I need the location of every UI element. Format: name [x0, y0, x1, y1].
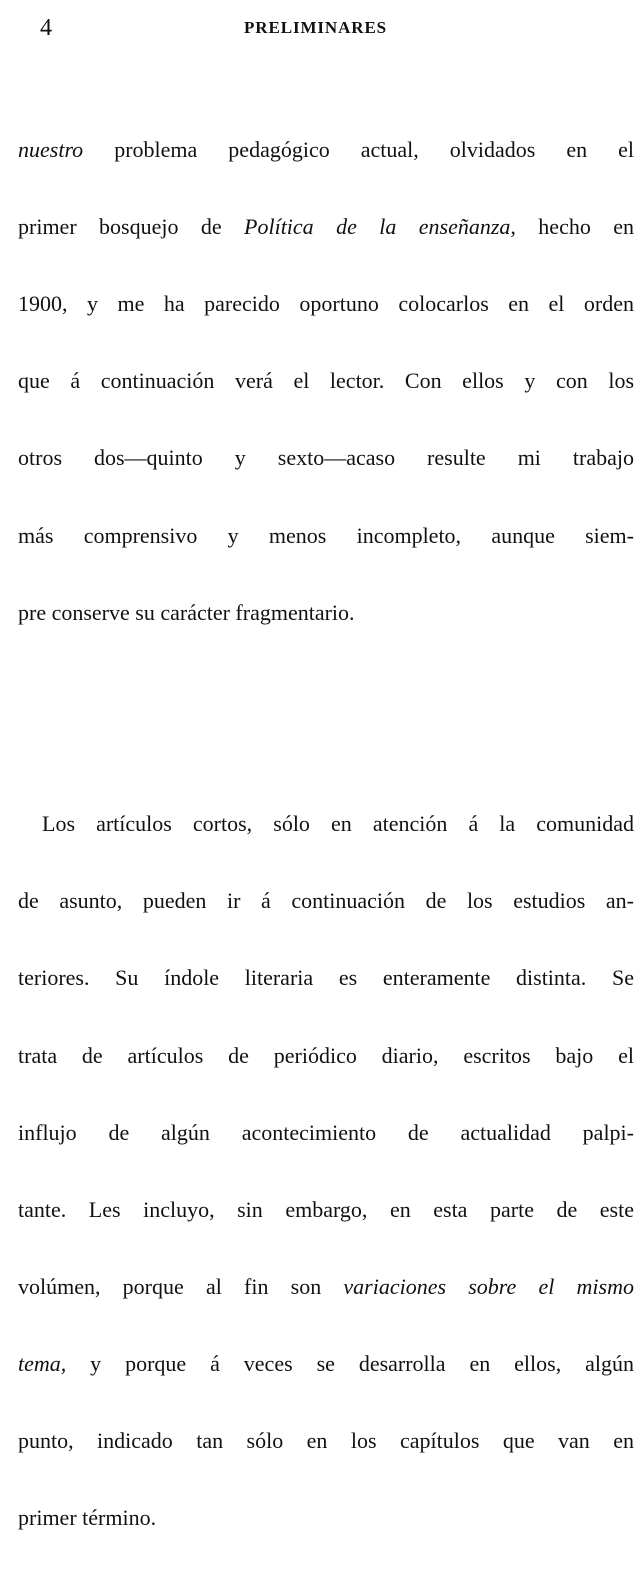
body-text — [18, 60, 634, 1582]
text-line: pre conserve su carácter fragmentario. — [18, 599, 355, 625]
text-line: teriores. Su índole literaria es enteramente distinta. Se — [18, 965, 634, 991]
text-line: trata de artículos de periódico diario, escritos bajo el — [18, 1042, 634, 1068]
text-line: tante. Les incluyo, sin embargo, en esta parte de este — [18, 1196, 634, 1222]
text-line: primer bosquejo de Política de la enseñanza, hecho en — [18, 214, 634, 240]
text-line: influjo de algún acontecimiento de actualidad palpi- — [18, 1119, 634, 1145]
text-line: primer término. — [18, 1505, 157, 1531]
text-line: más comprensivo y menos incompleto, aunque siem- — [18, 522, 634, 548]
text-line: nuestro problema pedagógico actual, olvidados en el — [18, 137, 634, 163]
text-line: tema, y porque á veces se desarrolla en ellos, algún — [18, 1350, 634, 1376]
text-line: de asunto, pueden ir á continuación de los estudios an- — [18, 888, 634, 914]
text-line: Los artículos cortos, sólo en atención á la comunidad — [42, 811, 634, 837]
text-line: volúmen, porque al fin son variaciones sobre el mismo — [18, 1273, 634, 1299]
text-line: punto, indicado tan sólo en los capítulos que van en — [18, 1428, 634, 1454]
page-number: 4 — [40, 15, 52, 41]
running-head: PRELIMINARES — [244, 18, 388, 37]
text-line: 1900, y me ha parecido oportuno colocarlos en el orden — [18, 291, 634, 317]
text-line: que á continuación verá el lector. Con ellos y con los — [18, 368, 634, 394]
text-line: otros dos—quinto y sexto—acaso resulte mi trabajo — [18, 445, 634, 471]
